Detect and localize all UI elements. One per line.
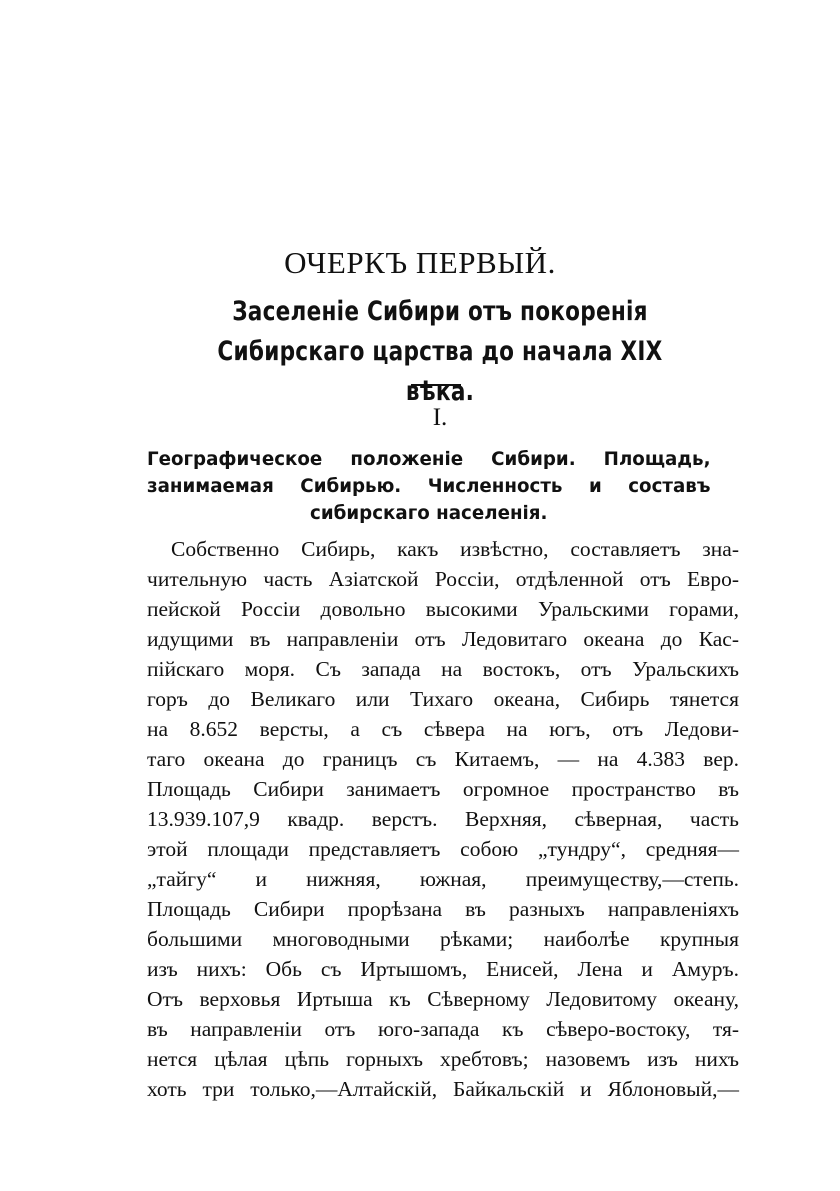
- text-line: чительную часть Азіатской Россіи, отдѣленной отъ Евро-: [147, 567, 739, 591]
- text-line: въ направленіи отъ юго-запада къ сѣверо-востоку, тя-: [147, 1017, 739, 1041]
- text-line: Собственно Сибирь, какъ извѣстно, составляетъ зна-: [171, 537, 739, 561]
- text-line: на 8.652 версты, а съ сѣвера на югъ, отъ Ледови-: [147, 717, 739, 741]
- text-line: „тайгу“ и нижняя, южная, преимуществу,—степь.: [147, 867, 739, 891]
- essay-title: Заселеніе Сибири отъ покоренія Сибирскаго царства до начала XIX вѣка.: [217, 296, 663, 407]
- essay-heading: ОЧЕРКЪ ПЕРВЫЙ.: [284, 245, 556, 280]
- text-line: горъ до Великаго или Тихаго океана, Сибирь тянется: [147, 687, 739, 711]
- text-line: Площадь Сибири занимаетъ огромное пространство въ: [147, 777, 739, 801]
- text-line: изъ нихъ: Обь съ Иртышомъ, Енисей, Лена и Амуръ.: [147, 957, 739, 981]
- text-line: нется цѣлая цѣпь горныхъ хребтовъ; назовемъ изъ нихъ: [147, 1047, 739, 1071]
- text-line: этой площади представляетъ собою „тундру“, средняя—: [147, 837, 739, 861]
- text-line: большими многоводными рѣками; наиболѣе крупныя: [147, 927, 739, 951]
- text-line: Отъ верховья Иртыша къ Сѣверному Ледовитому океану,: [147, 987, 739, 1011]
- text-line: хоть три только,—Алтайскій, Байкальскій и Яблоновый,—: [147, 1077, 739, 1101]
- text-line: Площадь Сибири прорѣзана въ разныхъ направленіяхъ: [147, 897, 739, 921]
- text-line: пійскаго моря. Съ запада на востокъ, отъ Уральскихъ: [147, 657, 739, 681]
- title-divider: [411, 384, 461, 386]
- section-number: I.: [432, 404, 448, 431]
- section-title: Географическое положеніе Сибири. Площадь, занимаемая Сибирью. Численность и составъ сибирскаго населенія.: [147, 448, 711, 524]
- text-line: 13.939.107,9 квадр. верстъ. Верхняя, сѣверная, часть: [147, 807, 739, 831]
- text-line: пейской Россіи довольно высокими Уральскими горами,: [147, 597, 739, 621]
- text-line: идущими въ направленіи отъ Ледовитаго океана до Кас-: [147, 627, 739, 651]
- text-line: таго океана до границъ съ Китаемъ, — на 4.383 вер.: [147, 747, 739, 771]
- body-paragraph: [147, 534, 739, 1104]
